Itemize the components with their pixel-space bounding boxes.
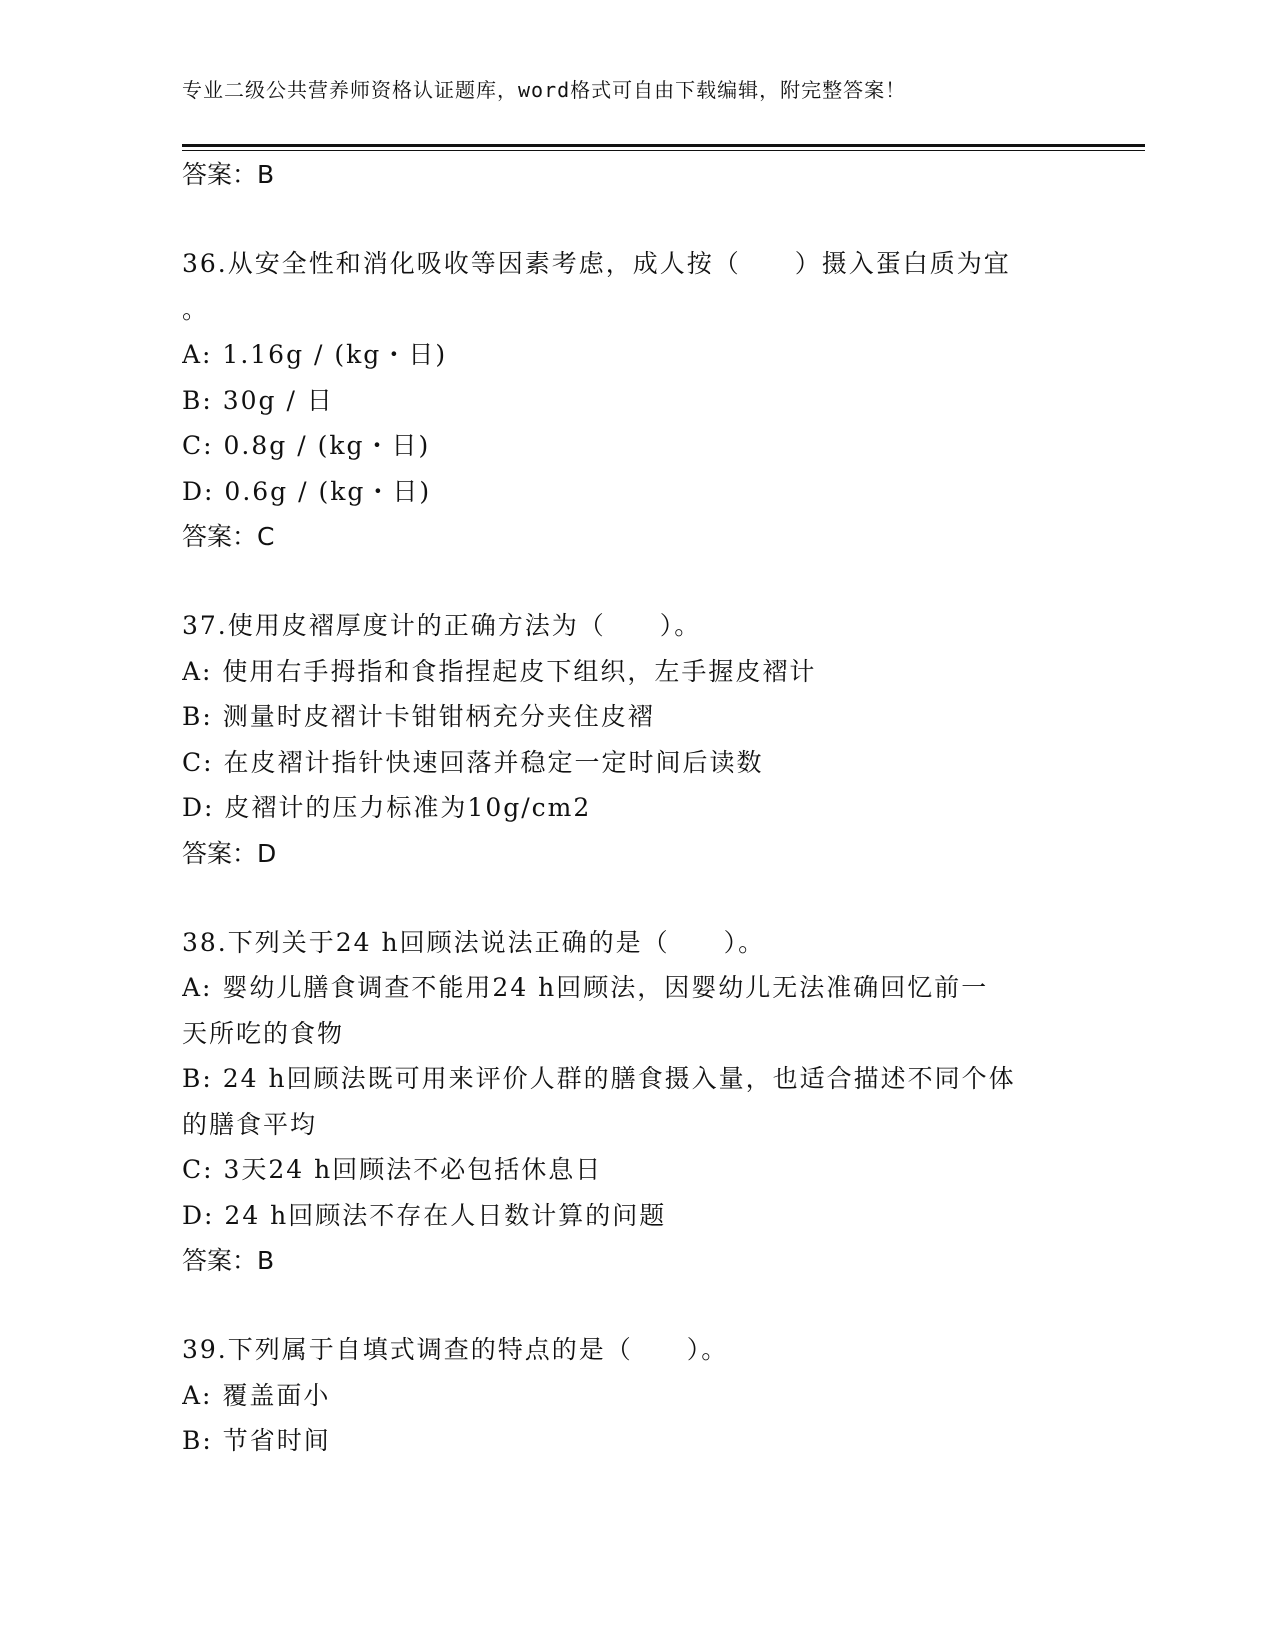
question-39-option-a: A: 覆盖面小 [182, 1380, 331, 1410]
question-38-option-d: D: 24 h回顾法不存在人日数计算的问题 [182, 1200, 667, 1230]
previous-answer: 答案：B [182, 160, 275, 189]
question-37-option-b: B: 测量时皮褶计卡钳钳柄充分夹住皮褶 [182, 702, 655, 731]
question-38-option-c: C: 3天24 h回顾法不必包括休息日 [182, 1155, 603, 1184]
header-divider-thin [182, 150, 1145, 151]
question-37-option-c: C: 在皮褶计指针快速回落并稳定一定时间后读数 [182, 747, 764, 777]
question-38-option-b: B: 24 h回顾法既可用来评价人群的膳食摄入量，也适合描述不同个体 [182, 1064, 1016, 1093]
question-body [182, 152, 1102, 1464]
page-header: 专业二级公共营养师资格认证题库，word格式可自由下载编辑，附完整答案！ [182, 78, 907, 102]
question-37-answer: 答案：D [182, 838, 277, 868]
spacer [182, 560, 1102, 604]
question-39-option-b: B: 节省时间 [182, 1426, 331, 1455]
question-37-option-d: D: 皮褶计的压力标准为10g/cm2 [182, 793, 592, 822]
question-38-option-a: A: 婴幼儿膳食调查不能用24 h回顾法，因婴幼儿无法准确回忆前一 [182, 973, 989, 1002]
question-36-stem: 36.从安全性和消化吸收等因素考虑，成人按（ ）摄入蛋白质为宜 [182, 249, 1011, 278]
question-36-answer: 答案：C [182, 522, 275, 551]
header-divider-thick [182, 144, 1145, 147]
question-38-option-b-continued: 的膳食平均 [182, 1109, 318, 1139]
question-36-option-c: C: 0.8g / (kg・日) [182, 431, 431, 460]
question-38-stem: 38.下列关于24 h回顾法说法正确的是（ ）。 [182, 927, 766, 957]
question-36-option-a: A: 1.16g / (kg・日) [182, 340, 448, 369]
question-36-option-d: D: 0.6g / (kg・日) [182, 476, 432, 506]
question-37-option-a: A: 使用右手拇指和食指捏起皮下组织，左手握皮褶计 [182, 656, 817, 686]
question-36-stem-continued: 。 [182, 294, 210, 324]
question-37-stem: 37.使用皮褶厚度计的正确方法为（ ）。 [182, 611, 702, 640]
question-36-option-b: B: 30g / 日 [182, 385, 334, 415]
question-38-option-a-continued: 天所吃的食物 [182, 1018, 345, 1048]
spacer [182, 198, 1102, 242]
question-38-answer: 答案：B [182, 1246, 275, 1275]
question-39-stem: 39.下列属于自填式调查的特点的是（ ）。 [182, 1335, 729, 1364]
spacer [182, 1284, 1102, 1328]
spacer [182, 876, 1102, 920]
